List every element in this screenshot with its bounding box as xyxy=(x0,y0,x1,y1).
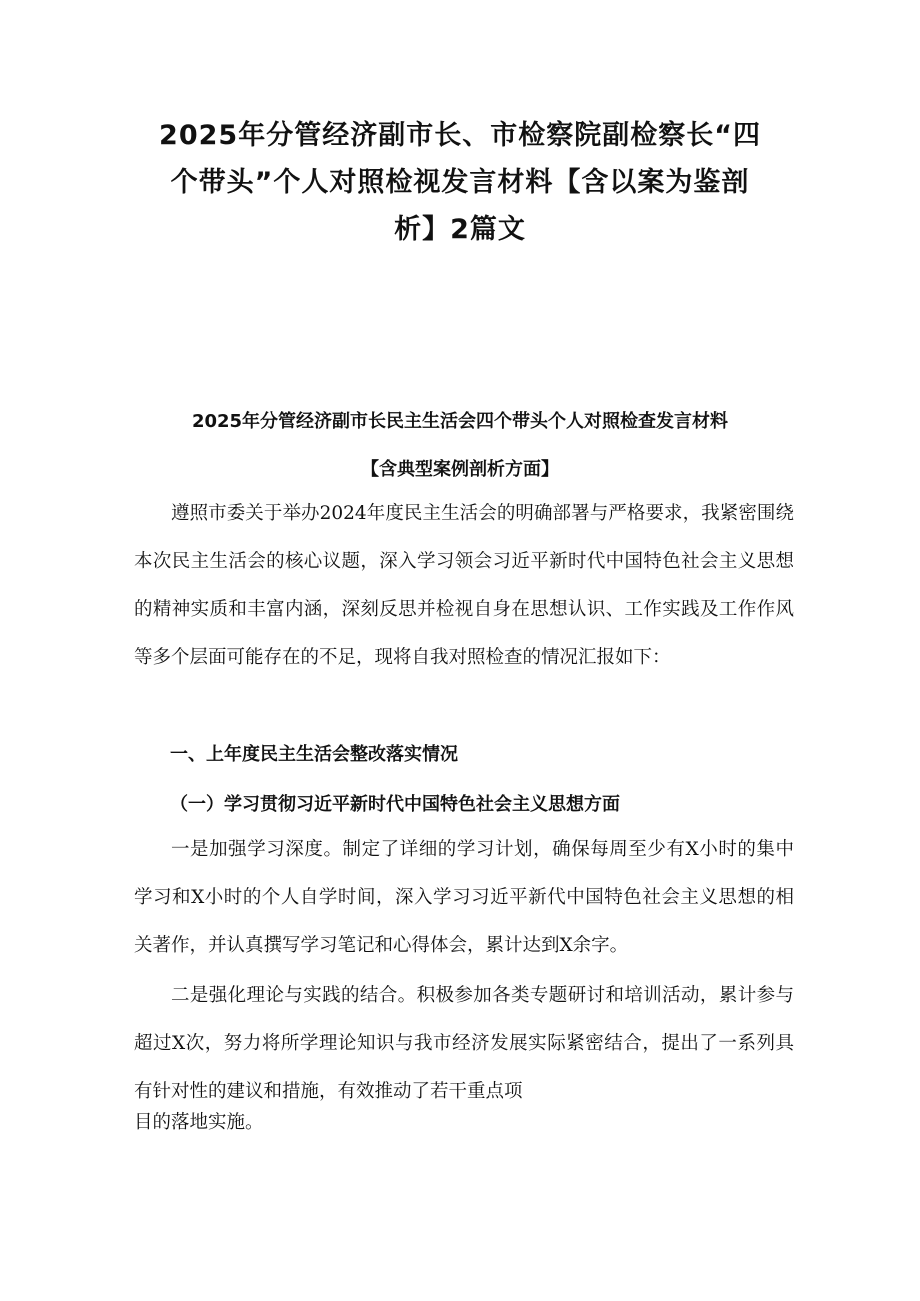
subsection-heading-one: （一）学习贯彻习近平新时代中国特色社会主义思想方面 xyxy=(170,794,620,815)
paragraph-second-point: 二是强化理论与实践的结合。积极参加各类专题研讨和培训活动，累计参与超过X次，努力将所学理论知识与我市经济发展实际紧密结合，提出了一系列具有针对性的建议和措施，有效推动了若干重点项 xyxy=(134,985,794,1102)
section-heading-one: 一、上年度民主生活会整改落实情况 xyxy=(170,744,458,765)
article-title: 2025年分管经济副市长民主生活会四个带头个人对照检查发言材料 xyxy=(191,411,729,432)
paragraph-second-point-tail: 目的落地实施。 xyxy=(134,1112,264,1133)
intro-paragraph: 遵照市委关于举办2024年度民主生活会的明确部署与严格要求，我紧密围绕本次民主生活会的核心议题，深入学习领会习近平新时代中国特色社会主义思想的精神实质和丰富内涵，深刻反思并检视自身在思想认识、工作实践及工作作风等多个层面可能存在的不足，现将自我对照检查的情况汇报如下： xyxy=(134,503,794,668)
paragraph-first-point: 一是加强学习深度。制定了详细的学习计划，确保每周至少有X小时的集中学习和X小时的个人自学时间，深入学习习近平新代中国特色社会主义思想的相关著作，并认真撰写学习笔记和心得体会，累计达到X余字。 xyxy=(134,839,794,956)
document-title: 2025年分管经济副市长、市检察院副检察长“四个带头”个人对照检视发言材料【含以案为鉴剖析】2篇文 xyxy=(159,120,761,245)
article-subtitle: 【含典型案例剖析方面】 xyxy=(361,459,559,480)
